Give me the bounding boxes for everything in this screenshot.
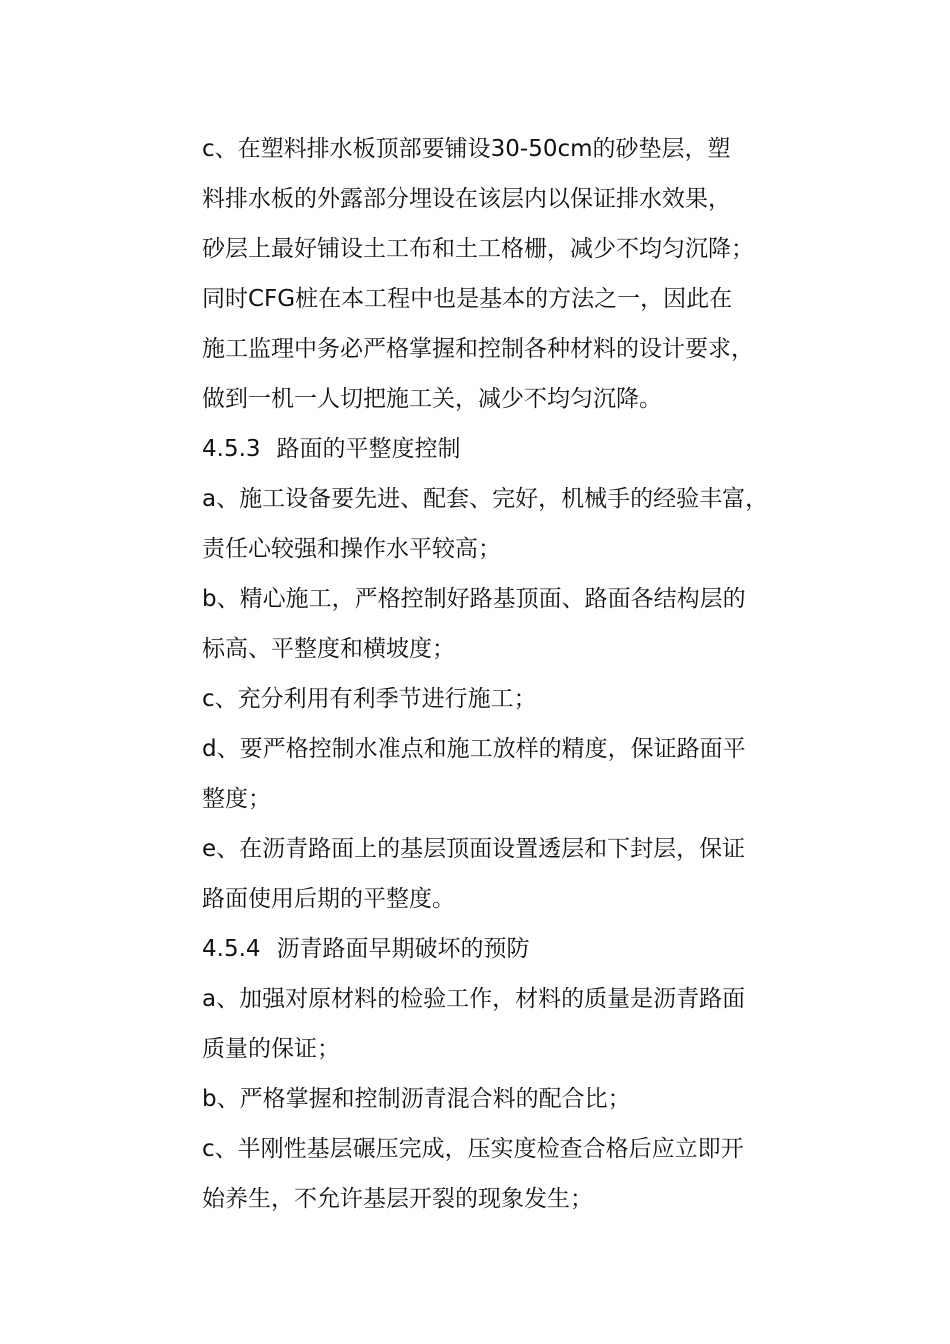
paragraph: [202, 574, 822, 674]
text-line: 同时CFG桩在本工程中也是基本的方法之一，因此在: [202, 286, 733, 312]
text-line: a、加强对原材料的检验工作，材料的质量是沥青路面: [202, 986, 746, 1012]
paragraph: [202, 674, 822, 724]
section-number: 4.5.3: [202, 436, 261, 462]
section-title: 沥青路面早期破坏的预防: [276, 936, 530, 962]
text-line: 标高、平整度和横坡度；: [202, 636, 455, 662]
paragraph: [202, 474, 822, 574]
text-line: 施工监理中务必严格掌握和控制各种材料的设计要求，: [202, 336, 754, 362]
text-line: 责任心较强和操作水平较高；: [202, 536, 501, 562]
text-line: c、充分利用有利季节进行施工；: [202, 686, 537, 712]
text-line: b、精心施工，严格控制好路基顶面、路面各结构层的: [202, 586, 746, 612]
paragraph: [202, 1074, 822, 1124]
text-line: 路面使用后期的平整度。: [202, 886, 455, 912]
text-line: b、严格掌握和控制沥青混合料的配合比；: [202, 1086, 631, 1112]
text-line: 质量的保证；: [202, 1036, 340, 1062]
document-body: [202, 124, 822, 1224]
text-line: 整度；: [202, 786, 271, 812]
section-number: 4.5.4: [202, 936, 261, 962]
text-line: a、施工设备要先进、配套、完好，机械手的经验丰富，: [202, 486, 769, 512]
paragraph: [202, 824, 822, 924]
paragraph: [202, 124, 822, 424]
paragraph: [202, 974, 822, 1074]
text-line: 砂层上最好铺设土工布和土工格栅，减少不均匀沉降；: [202, 236, 754, 262]
text-line: c、在塑料排水板顶部要铺设30-50cm的砂垫层，塑: [202, 136, 731, 162]
section-heading: [202, 424, 822, 474]
text-line: 料排水板的外露部分埋设在该层内以保证排水效果，: [202, 186, 731, 212]
text-line: 始养生，不允许基层开裂的现象发生；: [202, 1186, 593, 1212]
text-line: d、要严格控制水准点和施工放样的精度，保证路面平: [202, 736, 746, 762]
section-heading: [202, 924, 822, 974]
text-line: c、半刚性基层碾压完成，压实度检查合格后应立即开: [202, 1136, 744, 1162]
section-title: 路面的平整度控制: [276, 436, 461, 462]
text-line: e、在沥青路面上的基层顶面设置透层和下封层，保证: [202, 836, 746, 862]
paragraph: [202, 724, 822, 824]
paragraph: [202, 1124, 822, 1224]
text-line: 做到一机一人切把施工关，减少不均匀沉降。: [202, 386, 662, 412]
